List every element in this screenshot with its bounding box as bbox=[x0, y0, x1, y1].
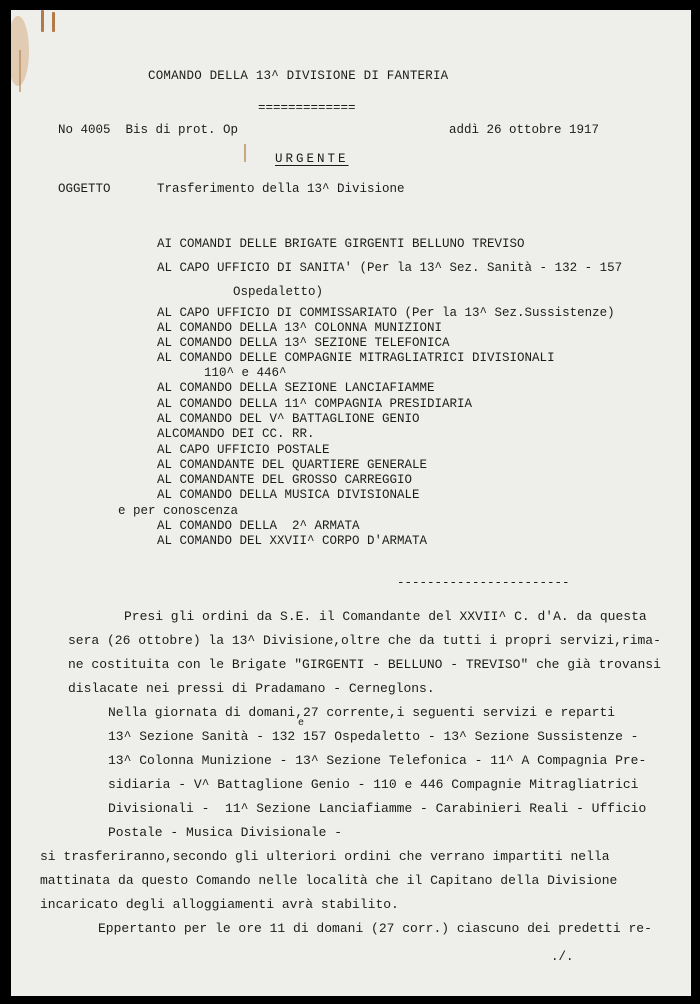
recipient-line: AL CAPO UFFICIO DI SANITA' (Per la 13^ Sez. Sanità - 132 - 157 bbox=[157, 261, 623, 275]
recipient-line: AL COMANDO DELLA 13^ COLONNA MUNIZIONI bbox=[157, 321, 443, 335]
body-line: Eppertanto per le ore 11 di domani (27 corr.) ciascuno dei predetti re- bbox=[98, 921, 652, 936]
rust-streak bbox=[19, 50, 21, 92]
subject-label: OGGETTO bbox=[58, 182, 111, 196]
recipient-line: ALCOMANDO DEI CC. RR. bbox=[157, 427, 315, 441]
staple-mark-right bbox=[52, 12, 55, 32]
document-title: COMANDO DELLA 13^ DIVISIONE DI FANTERIA bbox=[148, 69, 449, 83]
staple-mark-left bbox=[41, 10, 44, 32]
body-line: mattinata da questo Comando nelle località che il Capitano della Divisione bbox=[40, 873, 618, 888]
recipient-line: AL COMANDANTE DEL GROSSO CARREGGIO bbox=[157, 473, 413, 487]
continuation-mark: ./. bbox=[551, 950, 574, 964]
recipient-line: AL COMANDO DELLA 11^ COMPAGNIA PRESIDIARIA bbox=[157, 397, 473, 411]
document-date: addì 26 ottobre 1917 bbox=[449, 123, 600, 137]
recipient-line: AL COMANDO DELLA 13^ SEZIONE TELEFONICA bbox=[157, 336, 450, 350]
protocol-number: No 4005 Bis di prot. Op bbox=[58, 123, 239, 137]
cc-label: e per conoscenza bbox=[118, 504, 239, 518]
title-separator: ============= bbox=[258, 101, 356, 115]
body-line: Nella giornata di domani,27 corrente,i seguenti servizi e reparti bbox=[108, 705, 616, 720]
recipient-line: Ospedaletto) bbox=[233, 285, 324, 299]
section-divider: ----------------------- bbox=[397, 576, 570, 590]
body-line: sidiaria - V^ Battaglione Genio - 110 e 446 Compagnie Mitragliatrici bbox=[108, 777, 639, 792]
body-line: Postale - Musica Divisionale - bbox=[108, 825, 343, 840]
body-line: ne costituita con le Brigate "GIRGENTI - BELLUNO - TREVISO" che già trovansi bbox=[68, 657, 661, 672]
recipient-line: AL CAPO UFFICIO POSTALE bbox=[157, 443, 330, 457]
body-line: sera (26 ottobre) la 13^ Divisione,oltre che da tutti i propri servizi,rima- bbox=[68, 633, 661, 648]
cc-recipient-line: AL COMANDO DELLA 2^ ARMATA bbox=[157, 519, 360, 533]
recipient-line: AL COMANDANTE DEL QUARTIERE GENERALE bbox=[157, 458, 428, 472]
body-line: dislacate nei pressi di Pradamano - Cerneglons. bbox=[68, 681, 435, 696]
subject-text: Trasferimento della 13^ Divisione bbox=[157, 182, 405, 196]
recipient-line: AL COMANDO DELLA SEZIONE LANCIAFIAMME bbox=[157, 381, 435, 395]
recipient-line: AI COMANDI DELLE BRIGATE GIRGENTI BELLUNO TREVISO bbox=[157, 237, 525, 251]
body-line: 13^ Colonna Munizione - 13^ Sezione Telefonica - 11^ A Compagnia Pre- bbox=[108, 753, 647, 768]
recipient-line: AL CAPO UFFICIO DI COMMISSARIATO (Per la 13^ Sez.Sussistenze) bbox=[157, 306, 615, 320]
document-page bbox=[11, 10, 691, 996]
body-line: Presi gli ordini da S.E. il Comandante del XXVII^ C. d'A. da questa bbox=[124, 609, 647, 624]
pencil-tick bbox=[244, 144, 246, 162]
recipient-line: AL COMANDO DELLE COMPAGNIE MITRAGLIATRICI DIVISIONALI bbox=[157, 351, 555, 365]
body-line: 13^ Sezione Sanità - 132 157 Ospedaletto - 13^ Sezione Sussistenze - bbox=[108, 729, 639, 744]
cc-recipient-line: AL COMANDO DEL XXVII^ CORPO D'ARMATA bbox=[157, 534, 428, 548]
recipient-line: AL COMANDO DELLA MUSICA DIVISIONALE bbox=[157, 488, 420, 502]
urgency-heading: URGENTE bbox=[275, 152, 349, 166]
recipient-line: AL COMANDO DEL V^ BATTAGLIONE GENIO bbox=[157, 412, 420, 426]
body-line: si trasferiranno,secondo gli ulteriori ordini che verrano impartiti nella bbox=[40, 849, 610, 864]
body-line: Divisionali - 11^ Sezione Lanciafiamme - Carabinieri Reali - Ufficio bbox=[108, 801, 647, 816]
body-line: incaricato degli alloggiamenti avrà stabilito. bbox=[40, 897, 399, 912]
superscript-correction: e bbox=[298, 718, 305, 729]
recipient-line: 110^ e 446^ bbox=[204, 366, 287, 380]
